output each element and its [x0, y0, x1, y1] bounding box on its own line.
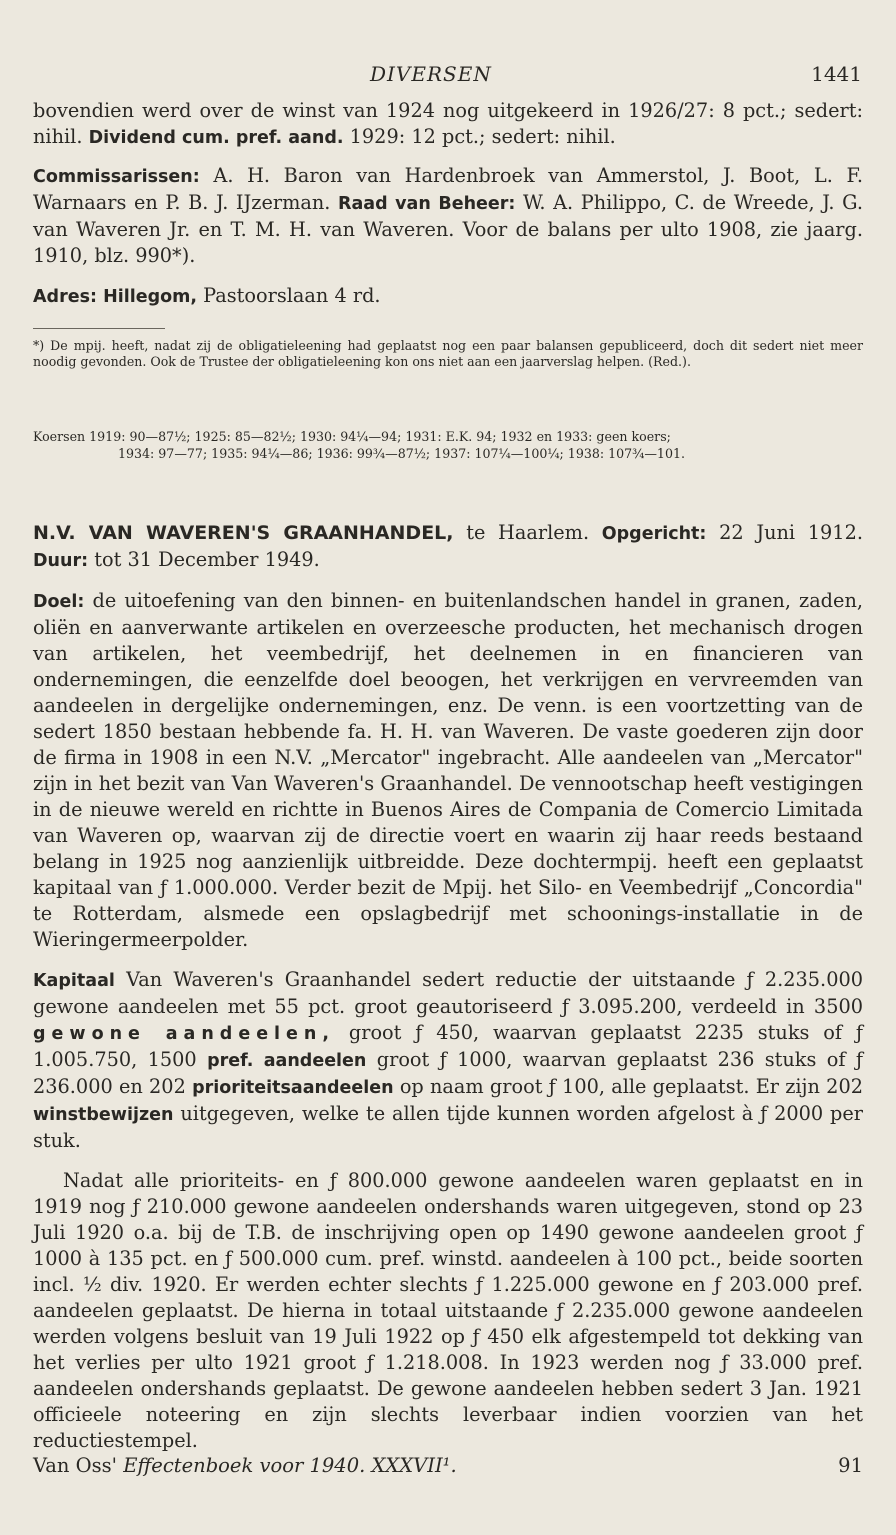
- kapitaal-text-5: uitgegeven, welke te allen tijde kunnen worden afgelost à ƒ 2000 per stuk.: [33, 1102, 863, 1152]
- section-continued: [33, 98, 863, 310]
- koersen-line-2: 1934: 97—77; 1935: 94¼—86; 1936: 99¾—87½; 1937: 107¼—100¼; 1938: 107¾—101.: [118, 446, 685, 461]
- opgericht-label: Opgericht:: [601, 524, 707, 544]
- paragraph-adres: [33, 283, 863, 310]
- adres-label: Adres: Hillegom,: [33, 287, 198, 307]
- footnote: *) De mpij. heeft, nadat zij de obligatieleening had geplaatst nog een paar balansen gepubliceerd, doch dit sedert niet meer noodig gevonden. Ook de Trustee der obligatieleening kon ons niet aan een jaarverslag helpen. (Red.).: [33, 338, 863, 369]
- company-place: te Haarlem.: [466, 521, 590, 544]
- doel-text: de uitoefening van den binnen- en buitenlandschen handel in granen, zaden, oliën en aanverwante artikelen en overzeesche producten, het mechanisch drogen van artikelen, het veembedrijf, het deelnemen in en financieren van ondernemingen, die eenzelfde doel beoogen, het verkrijgen en vervreemden van aandeelen in dergelijke ondernemingen, enz. De venn. is een voortzetting van de sedert 1850 bestaan hebbende fa. H. H. van Waveren. De vaste goederen zijn door de firma in 1908 in een N.V. „Mercator" ingebracht. Alle aandeelen van „Mercator" zijn in het bezit van Van Waveren's Graanhandel. De vennootschap heeft vestigingen in de nieuwe wereld en richtte in Buenos Aires de Compania de Comercio Limitada van Waveren op, waarvan zij de directie voert en waarin zij haar reeds bestaand belang in 1925 nog aanzienlijk uitbreidde. Deze dochtermpij. heeft een geplaatst kapitaal van ƒ 1.000.000. Verder bezit de Mpij. het Silo- en Veembedrijf „Concordia" te Rotterdam, alsmede een opslagbedrijf met schoonings-installatie in de Wieringermeerpolder.: [33, 589, 863, 951]
- paragraph-kapitaal: [33, 967, 863, 1154]
- adres-text: Pastoorslaan 4 rd.: [203, 284, 381, 307]
- kapitaal-text-3: groot ƒ 1000, waarvan geplaatst 236 stuks of ƒ 236.000 en 202: [33, 1048, 863, 1098]
- company-entry: [33, 520, 863, 1454]
- kapitaal-text-1: Van Waveren's Graanhandel sedert reductie der uitstaande ƒ 2.235.000 gewone aandeelen met 55 pct. groot geautoriseerd ƒ 3.095.200, verdeeld in 3500: [33, 968, 863, 1018]
- doel-label: Doel:: [33, 592, 85, 612]
- footer-book-title: Effectenboek voor 1940. XXXVII¹.: [123, 1454, 457, 1477]
- page-number-top: 1441: [811, 62, 862, 86]
- commissarissen-text: A. H. Baron van Hardenbroek van Ammerstol, J. Boot, L. F. Warnaars en P. B. J. IJzerman.: [33, 164, 863, 214]
- paragraph-commissarissen: [33, 163, 863, 269]
- winstbewijzen-label: winstbewijzen: [33, 1105, 174, 1125]
- footer-publisher: Van Oss': [33, 1454, 118, 1477]
- dividend-text: 1929: 12 pct.; sedert: nihil.: [349, 125, 616, 148]
- duur-text: tot 31 December 1949.: [94, 548, 320, 571]
- kapitaal-text-2: groot ƒ 450, waarvan geplaatst 2235 stuks of ƒ 1.005.750, 1500: [33, 1021, 863, 1071]
- running-title: DIVERSEN: [370, 62, 492, 86]
- page-header: [0, 62, 896, 88]
- koersen-line-1: Koersen 1919: 90—87½; 1925: 85—82½; 1930: 94¼—94; 1931: E.K. 94; 1932 en 1933: geen koers;: [33, 429, 671, 444]
- kapitaal-text-4: op naam groot ƒ 100, alle geplaatst. Er zijn 202: [399, 1075, 863, 1098]
- raad-label: Raad van Beheer:: [337, 194, 516, 214]
- footer-page-number: 91: [838, 1454, 863, 1477]
- kapitaal-label: Kapitaal: [33, 971, 115, 991]
- paragraph-nadat: Nadat alle prioriteits- en ƒ 800.000 gewone aandeelen waren geplaatst en in 1919 nog ƒ 210.000 gewone aandeelen ondershands waren uitgegeven, stond op 23 Juli 1920 o.a. bij de T.B. de inschrijving open op 1490 gewone aandeelen groot ƒ 1000 à 135 pct. en ƒ 500.000 cum. pref. winstd. aandeelen à 100 pct., beide soorten incl. ½ div. 1920. Er werden echter slechts ƒ 1.225.000 gewone en ƒ 203.000 pref. aandeelen geplaatst. De hierna in totaal uitstaande ƒ 2.235.000 gewone aandeelen werden volgens besluit van 19 Juli 1922 op ƒ 450 elk afgestempeld tot dekking van het verlies per ulto 1921 groot ƒ 1.218.008. In 1923 werden nog ƒ 33.000 pref. aandeelen ondershands geplaatst. De gewone aandeelen hebben sedert 3 Jan. 1921 officieele noteering en zijn slechts leverbaar indien voorzien van het reductiestempel.: [33, 1169, 863, 1452]
- company-name: N.V. VAN WAVEREN'S GRAANHANDEL,: [33, 522, 454, 544]
- koersen-block: [33, 428, 873, 462]
- duur-label: Duur:: [33, 551, 89, 571]
- prioriteitsaandeelen-label: prioriteitsaandeelen: [192, 1078, 394, 1098]
- raad-text: W. A. Philippo, C. de Wreede, J. G. van Waveren Jr. en T. M. H. van Waveren. Voor de balans per ulto 1908, zie jaarg. 1910, blz. 990*).: [33, 191, 863, 267]
- commissarissen-label: Commissarissen:: [33, 167, 200, 187]
- paragraph-doel: [33, 588, 863, 953]
- winst-text: bovendien werd over de winst van 1924 nog uitgekeerd in 1926/27: 8 pct.; sedert: nihil.: [33, 99, 863, 148]
- dividend-label: Dividend cum. pref. aand.: [88, 128, 344, 148]
- company-heading: [33, 520, 863, 574]
- page-footer: [33, 1454, 863, 1482]
- opgericht-text: 22 Juni 1912.: [719, 521, 863, 544]
- gewone-aandeelen-label: gewone aandeelen,: [33, 1024, 336, 1044]
- pref-aandeelen-label: pref. aandeelen: [207, 1051, 367, 1071]
- footnote-divider: [33, 328, 165, 329]
- paragraph-dividend: [33, 98, 863, 151]
